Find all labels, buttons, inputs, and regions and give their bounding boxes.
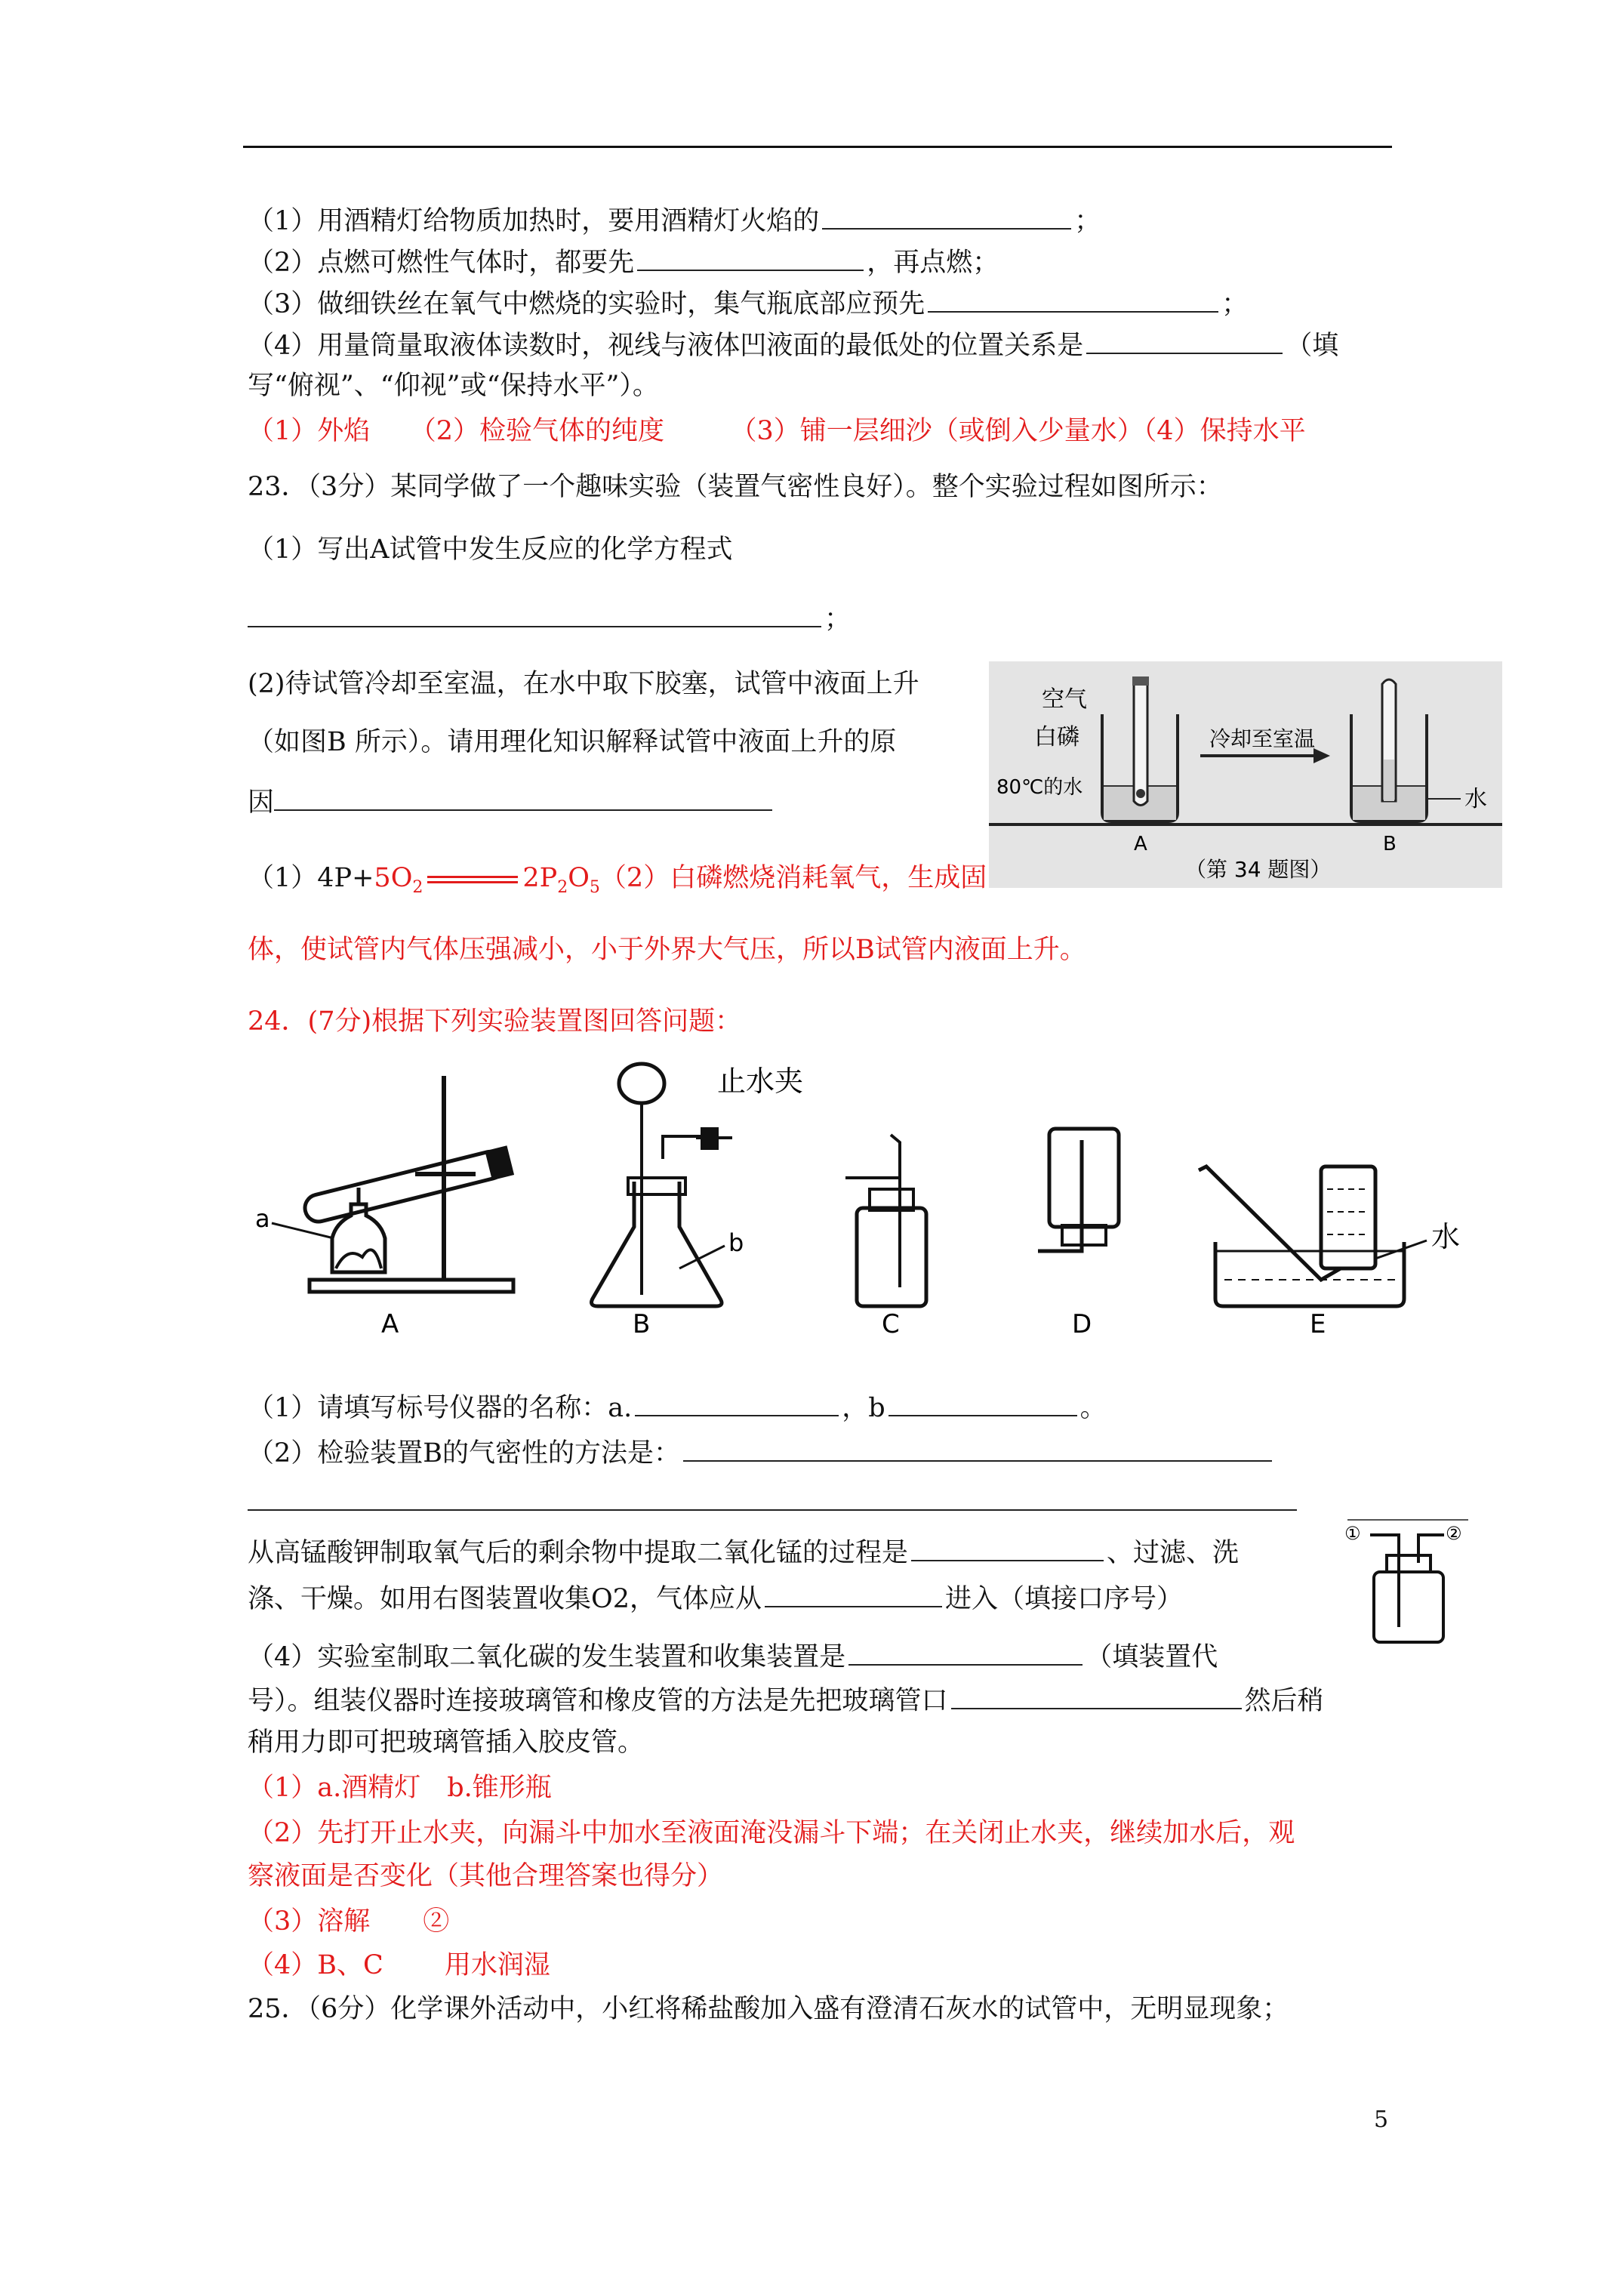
q24-answer-3: （3）溶解 ② bbox=[248, 1906, 450, 1937]
q24-part2-blank bbox=[248, 1484, 1300, 1520]
q23-answer-line2: 体，使试管内气体压强减小，小于外界大气压，所以B试管内液面上升。 bbox=[248, 935, 1086, 965]
label-b: b bbox=[728, 1228, 744, 1257]
q24-title: 24．(7分)根据下列实验装置图回答问题： bbox=[248, 1006, 742, 1037]
fig-arrow-label: 冷却至室温 bbox=[1209, 726, 1316, 751]
apparatus-label-a: A bbox=[381, 1309, 399, 1339]
fig-white-phosphorus-label: 白磷 bbox=[1034, 724, 1079, 750]
fig-air-label: 空气 bbox=[1042, 686, 1087, 713]
q24-part3-a: 从高锰酸钾制取氧气后的剩余物中提取二氧化锰的过程是 、过滤、洗 bbox=[248, 1534, 1239, 1570]
header-rule bbox=[243, 146, 1392, 148]
port-2-label: ② bbox=[1446, 1523, 1462, 1544]
q25-title: 25．（6分）化学课外活动中，小红将稀盐酸加入盛有澄清石灰水的试管中，无明显现象； bbox=[248, 1994, 1289, 2024]
q23-figure bbox=[989, 661, 1502, 891]
q24-answer-2a: （2）先打开止水夹，向漏斗中加水至液面淹没漏斗下端；在关闭止水夹，继续加水后，观 bbox=[248, 1818, 1295, 1848]
q23-part1-blank: ； bbox=[248, 600, 851, 636]
page-number: 5 bbox=[1374, 2106, 1389, 2133]
q22-line2: （2）点燃可燃性气体时，都要先 ，再点燃； bbox=[248, 244, 999, 280]
q22-line5: 写“俯视”、“仰视”或“保持水平”）。 bbox=[248, 371, 659, 401]
q23-title: 23．（3分）某同学做了一个趣味实验（装置气密性良好）。整个实验过程如图所示： bbox=[248, 472, 1223, 502]
q24-answer-1: （1）a.酒精灯 b.锥形瓶 bbox=[248, 1773, 552, 1803]
clamp-label: 止水夹 bbox=[717, 1065, 804, 1098]
q24-part4-b: 号）。组装仪器时连接玻璃管和橡皮管的方法是先把玻璃管口 然后稍 bbox=[248, 1682, 1324, 1718]
q23-part1: （1）写出A试管中发生反应的化学方程式 bbox=[248, 535, 733, 565]
fig-hot-water-label: 80℃的水 bbox=[996, 776, 1083, 799]
q24-apparatus-figure bbox=[249, 1053, 1487, 1351]
q24-part4-a: （4）实验室制取二氧化碳的发生装置和收集装置是 （填装置代 bbox=[248, 1638, 1218, 1675]
q23-part2-b: （如图B 所示）。请用理化知识解释试管中液面上升的原 bbox=[248, 727, 897, 757]
q23-answer-line1: $(1)4P+5O_2$ $2P_2O_5(2)$白磷燃烧消耗氧气，生成固 bbox=[248, 863, 987, 897]
apparatus-label-b: B bbox=[633, 1309, 651, 1339]
fig-caption: （第 34 题图） bbox=[1185, 857, 1332, 882]
q24-part3-b: 涤、干燥。如用右图装置收集O2，气体应从 进入（填接口序号） bbox=[248, 1580, 1183, 1616]
q24-answer-4: （4）B、C 用水润湿 bbox=[248, 1950, 550, 1980]
q22-answer: （1）外焰 （2）检验气体的纯度 （3）铺一层细沙（或倒入少量水）（4）保持水平 bbox=[248, 416, 1306, 446]
fig-water-label: 水 bbox=[1464, 786, 1487, 812]
apparatus-label-d: D bbox=[1072, 1309, 1092, 1339]
apparatus-label-e: E bbox=[1310, 1309, 1326, 1339]
fig-label-b: B bbox=[1383, 833, 1397, 855]
q24-part4-c: 稍用力即可把玻璃管插入胶皮管。 bbox=[248, 1727, 645, 1758]
water-label: 水 bbox=[1431, 1220, 1461, 1253]
fig-label-a: A bbox=[1134, 833, 1147, 855]
q24-answer-2b: 察液面是否变化（其他合理答案也得分） bbox=[248, 1861, 724, 1891]
q23-part2-a: (2)待试管冷却至室温，在水中取下胶塞，试管中液面上升 bbox=[248, 669, 919, 699]
q24-part2: （2）检验装置B的气密性的方法是： bbox=[248, 1435, 1275, 1471]
apparatus-label-c: C bbox=[882, 1309, 900, 1339]
q22-line4: （4）用量筒量取液体读数时，视线与液体凹液面的最低处的位置关系是 （填 bbox=[248, 327, 1338, 363]
q22-line1: （1）用酒精灯给物质加热时，要用酒精灯火焰的 ； bbox=[248, 202, 1101, 239]
q22-line3: （3）做细铁丝在氧气中燃烧的实验时，集气瓶底部应预先 ； bbox=[248, 285, 1248, 322]
q23-part2-c: 因 bbox=[248, 784, 775, 820]
label-a: a bbox=[255, 1204, 270, 1233]
q24-side-bottle-figure bbox=[1340, 1514, 1476, 1649]
port-1-label: ① bbox=[1344, 1523, 1361, 1544]
q24-part1: （1）请填写标号仪器的名称：a. ，b 。 bbox=[248, 1389, 1107, 1425]
